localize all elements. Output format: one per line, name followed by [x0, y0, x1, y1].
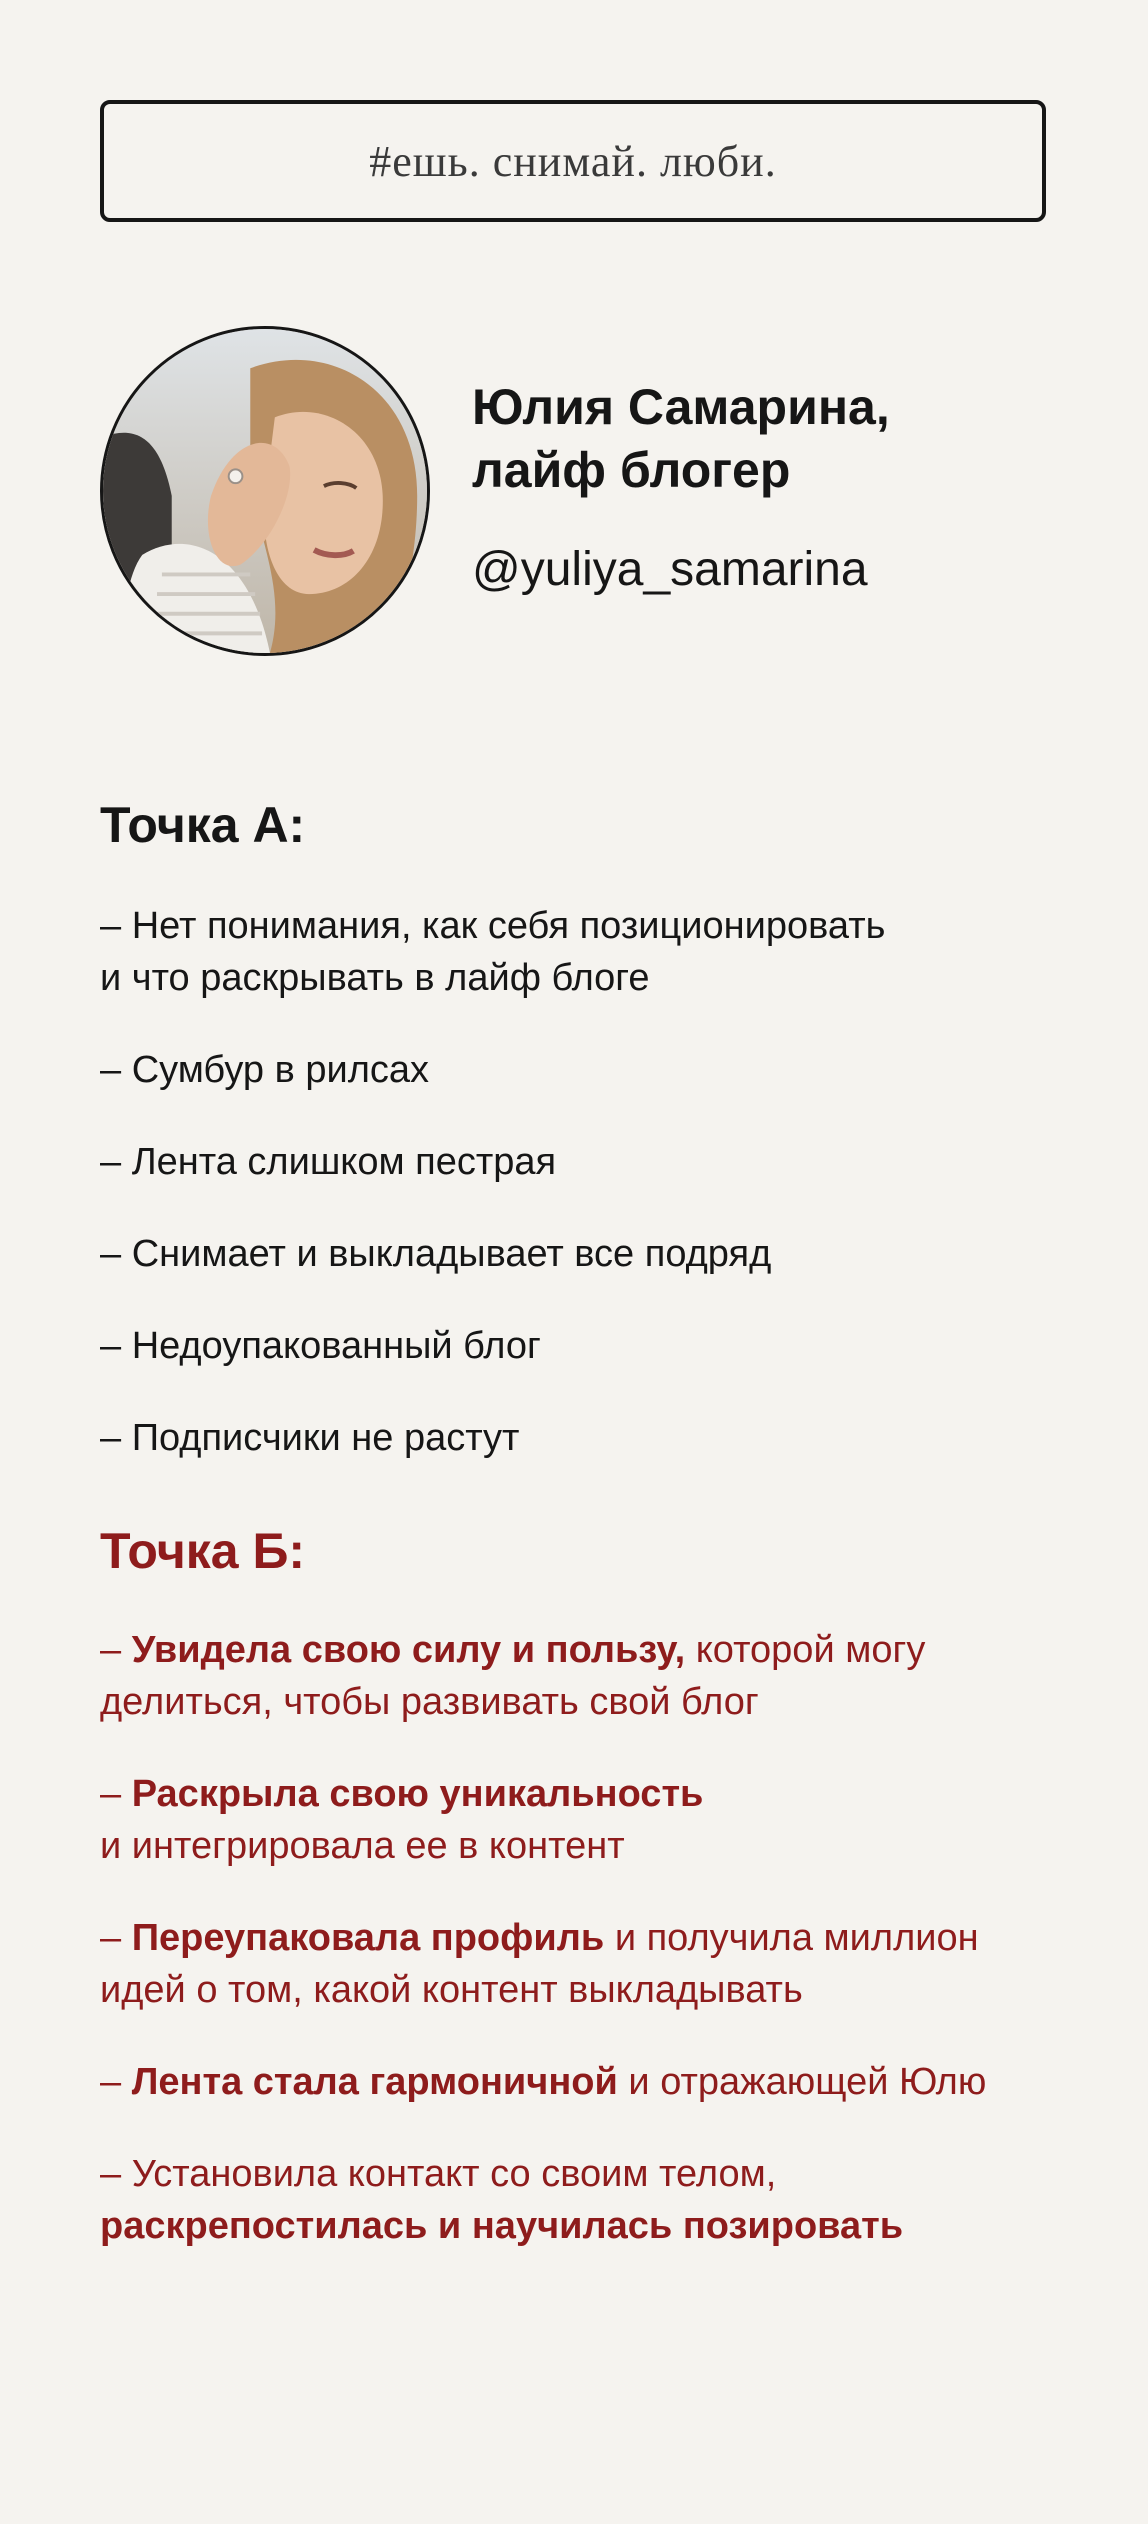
point-b-item-rest: и получила миллион	[604, 1917, 979, 1959]
point-b-item	[100, 1768, 1080, 1872]
tagline-box	[100, 100, 1046, 222]
profile-name-line2: лайф блогер	[472, 442, 791, 498]
point-a-item-line1: – Недоупакованный блог	[100, 1325, 541, 1367]
point-a-item	[100, 1044, 1080, 1096]
point-b-item-dash: –	[100, 2061, 132, 2103]
point-b-item-bold: Раскрыла свою уникальность	[131, 1773, 704, 1815]
point-b-item-bold: Увидела свою силу и пользу,	[131, 1629, 686, 1671]
point-b-item-rest: которой могу	[685, 1629, 926, 1671]
point-a-list	[100, 900, 1080, 1504]
point-a-item-line1: – Нет понимания, как себя позиционировать	[100, 905, 886, 947]
point-b-item-line1	[100, 1624, 1080, 1676]
point-b-item-rest: и отражающей Юлю	[617, 2061, 987, 2103]
tagline: #ешь. снимай. люби.	[369, 136, 777, 186]
point-b-item-line1	[100, 2056, 1080, 2108]
point-b-item-line2: идей о том, какой контент выкладывать	[100, 1969, 803, 2011]
profile-handle: @yuliya_samarina	[472, 543, 868, 596]
point-a-item-line1: – Снимает и выкладывает все подряд	[100, 1233, 772, 1275]
point-b-item-bold: Переупаковала профиль	[131, 1917, 605, 1959]
profile-name	[472, 376, 1072, 502]
point-a-title: Точка А:	[100, 797, 306, 853]
point-b-item-dash: –	[100, 1917, 132, 1959]
point-b-item-line2: делиться, чтобы развивать свой блог	[100, 1681, 759, 1723]
avatar	[100, 326, 430, 656]
point-b-title: Точка Б:	[100, 1523, 306, 1579]
point-a-item-line2: и что раскрывать в лайф блоге	[100, 957, 650, 999]
point-b-item-line1	[100, 1768, 1080, 1820]
point-a-item-line1: – Лента слишком пестрая	[100, 1141, 557, 1183]
point-b-item-line2-bold: раскрепостилась и научилась позировать	[100, 2205, 904, 2247]
point-b-item-line1	[100, 1912, 1080, 1964]
point-a-item	[100, 1136, 1080, 1188]
avatar-photo	[103, 329, 427, 653]
point-b-item-line2: и интегрировала ее в контент	[100, 1825, 625, 1867]
point-a-item	[100, 900, 1080, 1004]
point-b-item-dash: –	[100, 1629, 132, 1671]
point-b-item	[100, 1624, 1080, 1728]
point-b-list	[100, 1624, 1080, 2292]
point-b-item	[100, 2148, 1080, 2252]
point-a-item	[100, 1228, 1080, 1280]
profile-name-line1: Юлия Самарина,	[472, 379, 890, 435]
point-a-item	[100, 1320, 1080, 1372]
point-a-item	[100, 1412, 1080, 1464]
point-a-item-line1: – Подписчики не растут	[100, 1417, 520, 1459]
point-b-item	[100, 2056, 1080, 2108]
point-b-item	[100, 1912, 1080, 2016]
point-a-item-line1: – Сумбур в рилсах	[100, 1049, 430, 1091]
point-b-item-dash: –	[100, 1773, 132, 1815]
point-b-item-bold: Лента стала гармоничной	[131, 2061, 618, 2103]
point-b-item-line1: – Установила контакт со своим телом,	[100, 2153, 777, 2195]
